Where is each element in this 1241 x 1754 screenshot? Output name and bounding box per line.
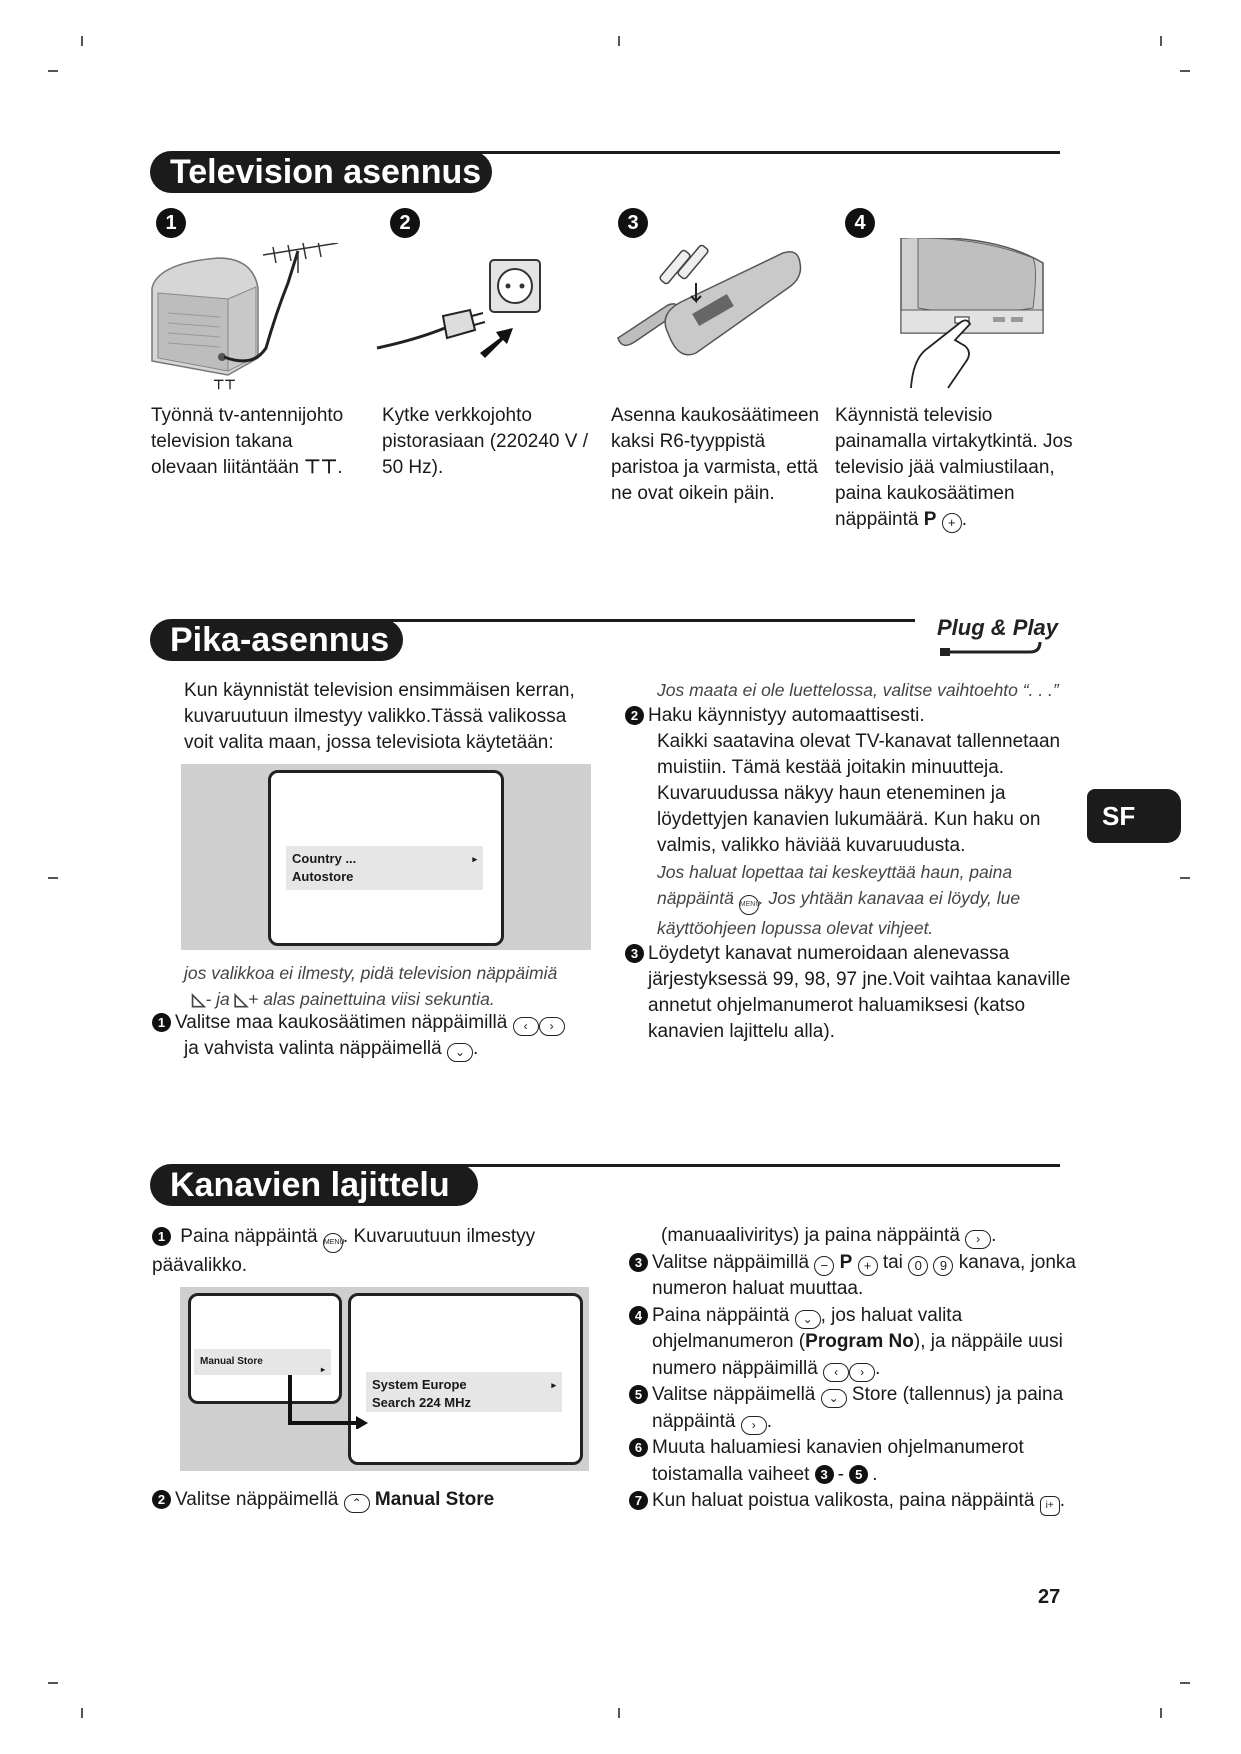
menu-item-system: System Europe [372, 1377, 467, 1392]
note-line: - ja [205, 989, 230, 1009]
step-number: 3 [629, 1253, 648, 1272]
sort-step1 [152, 1224, 592, 1279]
menu-key-icon: MENU [739, 895, 759, 915]
down-key-icon: ⌄ [795, 1310, 821, 1329]
crop-mark [1180, 1682, 1190, 1684]
note-line: + alas painettuina viisi sekuntia. [248, 989, 495, 1009]
up-key-icon: ⌃ [344, 1494, 370, 1513]
step-ref: 3 [815, 1465, 834, 1484]
volume-minus-icon: ◺ [192, 989, 206, 1009]
step-ref: 5 [849, 1465, 868, 1484]
crop-mark [48, 1682, 58, 1684]
volume-plus-icon: ◺ [234, 989, 249, 1009]
step-note: . Jos yhtään kanavaa ei löydy, lue käyttöohjeen lopussa olevat vihjeet. [657, 888, 1021, 938]
step-number: 1 [152, 1013, 171, 1032]
step-text: (manuaaliviritys) ja paina näppäintä [661, 1225, 960, 1246]
step-text: Valitse näppäimillä [652, 1251, 810, 1273]
quick-note [184, 960, 604, 1012]
digit-9-key-icon: 9 [933, 1256, 953, 1276]
menu-arrow-icon: ▸ [551, 1380, 556, 1390]
sort-column-2: (manuaaliviritys) ja paina näppäintä › . 3 Valitse näppäimillä − P + tai 0 9 kanava, jonka numeron haluat muuttaa. 4 Paina näppäintä ⌄ , jos haluat valita ohjelmanumeron (Program No), ja näppäile uusi numero näppäimillä ‹ › . 5 Valitse näppäimellä ⌄ Store (tallennus) ja paina näppäintä › . 6 Muuta haluamiesi kanavien ohjelmanumerot toistamalla vaiheet 3 - 5 . 7 Kun haluat poistua valikosta, paina näppäintä i+ . [629, 1223, 1089, 1516]
section-title-quick: Pika-asennus [150, 619, 403, 661]
menu-arrow-icon: ▸ [320, 1365, 325, 1374]
crop-mark [1160, 36, 1162, 46]
tv-power-button-illustration [893, 238, 1048, 398]
manual-store-menu [194, 1349, 331, 1375]
plug-icon [940, 640, 1050, 660]
section-rule [420, 1164, 1060, 1167]
page-number: 27 [1038, 1586, 1061, 1608]
crop-mark [48, 70, 58, 72]
remote-batteries-illustration [608, 243, 808, 363]
system-search-menu [366, 1372, 562, 1412]
section-rule [380, 619, 915, 622]
section-title-install: Television asennus [150, 151, 492, 193]
left-key-icon: ‹ [513, 1017, 539, 1036]
step-text: , jos haluat valita ohjelmanumeron ( [652, 1304, 963, 1352]
key-p: P [923, 509, 937, 530]
quick-column-2 [625, 677, 1085, 1045]
svg-text:⊤⊤: ⊤⊤ [213, 377, 236, 392]
menu-item-manual-store: Manual Store [200, 1356, 263, 1367]
step-text: Paina näppäintä [652, 1304, 790, 1326]
step-text: Muuta haluamiesi kanavien ohjelmanumerot toistamalla vaiheet [652, 1437, 1024, 1485]
crop-mark [618, 36, 620, 46]
quick-intro: Kun käynnistät television ensimmäisen kerran, kuvaruutuun ilmestyy valikko.Tässä valikossa voit valita maan, jossa televisiota käytetään: [184, 680, 575, 753]
step-number: 6 [629, 1438, 648, 1457]
menu-flow-arrow [286, 1373, 370, 1429]
step-text: Haku käynnistyy automaattisesti. [648, 705, 925, 726]
step-number: 1 [152, 1227, 171, 1246]
menu-item-search: Search 224 MHz [372, 1395, 471, 1410]
menu-arrow-icon: ▸ [472, 854, 477, 864]
crop-mark [48, 877, 58, 879]
step-number: 2 [625, 706, 644, 725]
crop-mark [1180, 70, 1190, 72]
step-text: Paina näppäintä [180, 1226, 318, 1247]
digit-0-key-icon: 0 [908, 1256, 928, 1276]
antenna-symbol: ⊤⊤ [304, 457, 338, 478]
plus-key-icon: + [858, 1256, 878, 1276]
crop-mark [1180, 877, 1190, 879]
step-text: Valitse näppäimellä [175, 1489, 339, 1510]
quick-step1: 1 Valitse maa kaukosäätimen näppäimillä ‹ › ja vahvista valinta näppäimellä ⌄ . [152, 1010, 602, 1062]
crop-mark [618, 1708, 620, 1718]
menu-item-autostore: Autostore [292, 869, 354, 884]
section-title-sort: Kanavien lajittelu [150, 1164, 478, 1206]
install-step3-text: Asenna kaukosäätimeen kaksi R6-tyyppistä paristoa ja varmista, että ne ovat oikein päin. [611, 405, 820, 504]
step-number: 3 [618, 208, 648, 238]
key-p: P [839, 1251, 853, 1273]
down-key-icon: ⌄ [821, 1389, 847, 1408]
step-paragraph: Kaikki saatavina olevat TV-kanavat tallennetaan muistiin. Tämä kestää joitakin minuutteja. [657, 731, 1061, 778]
menu-item-country: Country ... [292, 851, 357, 866]
crop-mark [81, 36, 83, 46]
right-key-icon: › [741, 1416, 767, 1435]
step-text: Kun haluat poistua valikosta, paina näppäintä [652, 1490, 1035, 1511]
step-paragraph: Kuvaruudussa näkyy haun eteneminen ja löydettyjen kanavien lukumäärä. Kun haku on valmis, valikko häviää kuvaruudusta. [657, 783, 1041, 856]
step-text: Store (tallennus) ja paina näppäintä [652, 1384, 1064, 1432]
note-line: jos valikkoa ei ilmesty, pidä television näppäimiä [184, 963, 558, 983]
menu-key-icon: MENU [323, 1233, 343, 1253]
country-note: Jos maata ei ole luettelossa, valitse vaihtoehto “. . .” [657, 680, 1059, 700]
step-number: 7 [629, 1491, 648, 1510]
step-number: 1 [156, 208, 186, 238]
manual-store-label: Manual Store [374, 1489, 495, 1510]
language-tab: SF [1087, 789, 1181, 843]
left-key-icon: ‹ [823, 1363, 849, 1382]
plug-socket-illustration [375, 258, 545, 378]
step-number: 5 [629, 1385, 648, 1404]
exit-key-icon: i+ [1040, 1496, 1060, 1516]
step-text: ), ja näppäile uusi numero näppäimillä [652, 1331, 1063, 1379]
step-text: Löydetyt kanavat numeroidaan alenevassa järjestyksessä 99, 98, 97 jne.Voit vaihtaa kanaville annetut ohjelmanumerot haluamiksesi (katso kanavien lajittelu alla). [648, 943, 1071, 1042]
right-key-icon: › [539, 1017, 565, 1036]
step-text: Käynnistä televisio painamalla virtakytkintä. Jos televisio jää valmiustilaan, paina kaukosäätimen näppäintä [835, 405, 1073, 530]
right-key-icon: › [849, 1363, 875, 1382]
step-number: 4 [845, 208, 875, 238]
country-menu [286, 846, 483, 890]
step-number: 4 [629, 1306, 648, 1325]
step-number: 3 [625, 944, 644, 963]
step-text: kanava, jonka numeron haluat muuttaa. [652, 1251, 1076, 1299]
tv-antenna-illustration [148, 243, 348, 393]
minus-key-icon: − [814, 1256, 834, 1276]
step-number: 2 [152, 1490, 171, 1509]
section-rule [440, 151, 1060, 154]
step-note: Jos haluat lopettaa tai keskeyttää haun, paina näppäintä [657, 862, 1013, 908]
step-number: 2 [390, 208, 420, 238]
step-text: Työnnä tv-antennijohto television takana olevaan liitäntään [151, 405, 344, 478]
install-step4-text: Käynnistä televisio painamalla virtakytkintä. Jos televisio jää valmiustilaan, paina kaukosäätimen näppäintä P + . [835, 403, 1085, 533]
install-step2-text: Kytke verkkojohto pistorasiaan (220240 V / 50 Hz). [382, 405, 588, 478]
plug-and-play-logo: Plug & Play [937, 615, 1059, 640]
crop-mark [81, 1708, 83, 1718]
right-key-icon: › [965, 1230, 991, 1249]
step-text: Valitse maa kaukosäätimen näppäimillä [175, 1012, 508, 1033]
sort-step2 [152, 1487, 612, 1513]
step-text: tai [882, 1251, 903, 1273]
step-text: . Kuvaruutuun ilmestyy päävalikko. [152, 1226, 536, 1276]
program-no-label: Program No [805, 1331, 914, 1352]
crop-mark [1160, 1708, 1162, 1718]
step-text: ja vahvista valinta näppäimellä [184, 1038, 442, 1059]
install-step1-text: Työnnä tv-antennijohto television takana olevaan liitäntään ⊤⊤. [151, 405, 344, 478]
step-text: Valitse näppäimellä [652, 1384, 816, 1405]
plus-key-icon: + [942, 513, 962, 533]
down-key-icon: ⌄ [447, 1043, 473, 1062]
